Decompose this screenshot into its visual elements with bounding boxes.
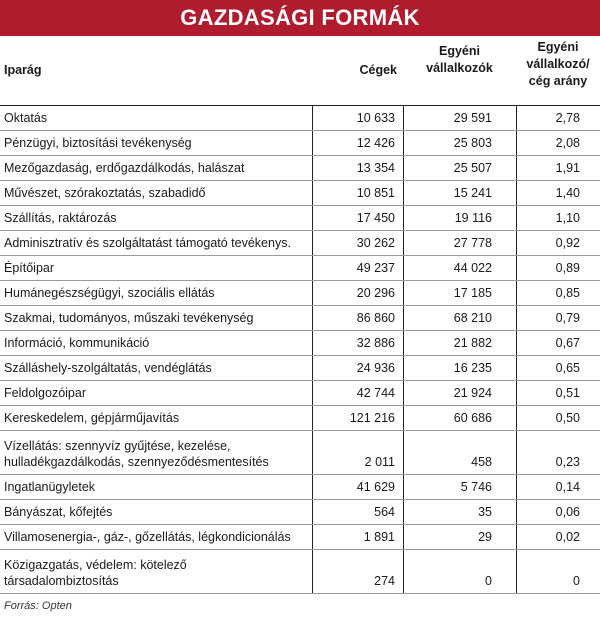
table-row [0,500,600,525]
companies-cell: 2 011 [312,431,403,474]
companies-cell: 24 936 [312,356,403,380]
sole-cell: 16 235 [403,356,516,380]
table-row [0,306,600,331]
ratio-cell: 0,50 [516,406,600,430]
ratio-cell: 0,02 [516,525,600,549]
table-row [0,156,600,181]
table-row [0,381,600,406]
ratio-cell: 0,06 [516,500,600,524]
sole-cell: 29 591 [403,106,516,130]
companies-cell: 12 426 [312,131,403,155]
sole-cell: 27 778 [403,231,516,255]
sole-cell: 19 116 [403,206,516,230]
industry-cell: Információ, kommunikáció [4,336,150,350]
sole-cell: 35 [403,500,516,524]
industry-cell: Szálláshely-szolgáltatás, vendéglátás [4,361,212,375]
header-ratio [516,36,600,105]
table-body [0,106,600,594]
industry-cell: Bányászat, kőfejtés [4,505,113,519]
table-row [0,525,600,550]
ratio-cell: 0,92 [516,231,600,255]
companies-cell: 30 262 [312,231,403,255]
table-row [0,181,600,206]
industry-cell: Kereskedelem, gépjárműjavítás [4,411,180,425]
source-note: Forrás: Opten [4,600,72,612]
industry-cell: Szállítás, raktározás [4,211,117,225]
industry-cell: Oktatás [4,111,48,125]
companies-cell: 10 633 [312,106,403,130]
sole-cell: 68 210 [403,306,516,330]
sole-cell: 21 924 [403,381,516,405]
header-companies-label: Cégek [359,63,397,77]
sole-cell: 15 241 [403,181,516,205]
industry-cell: Humánegészségügyi, szociális ellátás [4,286,215,300]
table-header [0,36,600,106]
industry-cell: Szakmai, tudományos, műszaki tevékenység [4,311,254,325]
companies-cell: 86 860 [312,306,403,330]
table-row [0,256,600,281]
companies-cell: 42 744 [312,381,403,405]
table-row [0,131,600,156]
companies-cell: 564 [312,500,403,524]
table-row [0,206,600,231]
table-row [0,431,600,475]
ratio-cell: 0,65 [516,356,600,380]
ratio-cell: 2,08 [516,131,600,155]
ratio-cell: 0,14 [516,475,600,499]
table-title: GAZDASÁGI FORMÁK [0,0,600,36]
industry-cell: Művészet, szórakoztatás, szabadidő [4,186,206,200]
companies-cell: 10 851 [312,181,403,205]
ratio-cell: 1,91 [516,156,600,180]
ratio-cell: 0 [516,550,600,593]
companies-cell: 49 237 [312,256,403,280]
sole-cell: 29 [403,525,516,549]
ratio-cell: 0,23 [516,431,600,474]
companies-cell: 13 354 [312,156,403,180]
table-row [0,406,600,431]
industry-cell: Vízellátás: szennyvíz gyűjtése, kezelése, hulladékgazdálkodás, szennyeződésmentesítés [4,439,269,469]
header-companies [312,36,403,105]
industry-cell: Adminisztratív és szolgáltatást támogató tevékenys. [4,236,291,250]
ratio-cell: 1,10 [516,206,600,230]
sole-cell: 60 686 [403,406,516,430]
header-sole-proprietors [403,36,516,105]
sole-cell: 17 185 [403,281,516,305]
sole-cell: 44 022 [403,256,516,280]
sole-cell: 25 803 [403,131,516,155]
industry-cell: Villamosenergia-, gáz-, gőzellátás, légkondicionálás [4,530,291,544]
table-row [0,231,600,256]
industry-cell: Építőipar [4,261,55,275]
header-industry [0,36,312,105]
sole-cell: 5 746 [403,475,516,499]
industry-cell: Pénzügyi, biztosítási tevékenység [4,136,192,150]
sole-cell: 0 [403,550,516,593]
ratio-cell: 0,79 [516,306,600,330]
companies-cell: 274 [312,550,403,593]
industry-cell: Mezőgazdaság, erdőgazdálkodás, halászat [4,161,245,175]
companies-cell: 1 891 [312,525,403,549]
industry-cell: Közigazgatás, védelem: kötelező társadalombiztosítás [4,558,187,588]
header-ratio-label: Egyéni vállalkozó/ cég arány [526,40,590,88]
table-row [0,475,600,500]
industry-cell: Ingatlanügyletek [4,480,96,494]
sole-cell: 458 [403,431,516,474]
ratio-cell: 2,78 [516,106,600,130]
companies-cell: 17 450 [312,206,403,230]
header-industry-label: Iparág [4,63,42,77]
ratio-cell: 0,67 [516,331,600,355]
companies-cell: 20 296 [312,281,403,305]
industry-cell: Feldolgozóipar [4,386,86,400]
companies-cell: 121 216 [312,406,403,430]
companies-cell: 41 629 [312,475,403,499]
table-row [0,356,600,381]
companies-cell: 32 886 [312,331,403,355]
ratio-cell: 0,89 [516,256,600,280]
sole-cell: 21 882 [403,331,516,355]
header-sole-label: Egyéni vállalkozók [426,44,493,75]
sole-cell: 25 507 [403,156,516,180]
ratio-cell: 0,51 [516,381,600,405]
table-row [0,331,600,356]
table-row [0,550,600,594]
ratio-cell: 1,40 [516,181,600,205]
ratio-cell: 0,85 [516,281,600,305]
table-row [0,106,600,131]
table-row [0,281,600,306]
